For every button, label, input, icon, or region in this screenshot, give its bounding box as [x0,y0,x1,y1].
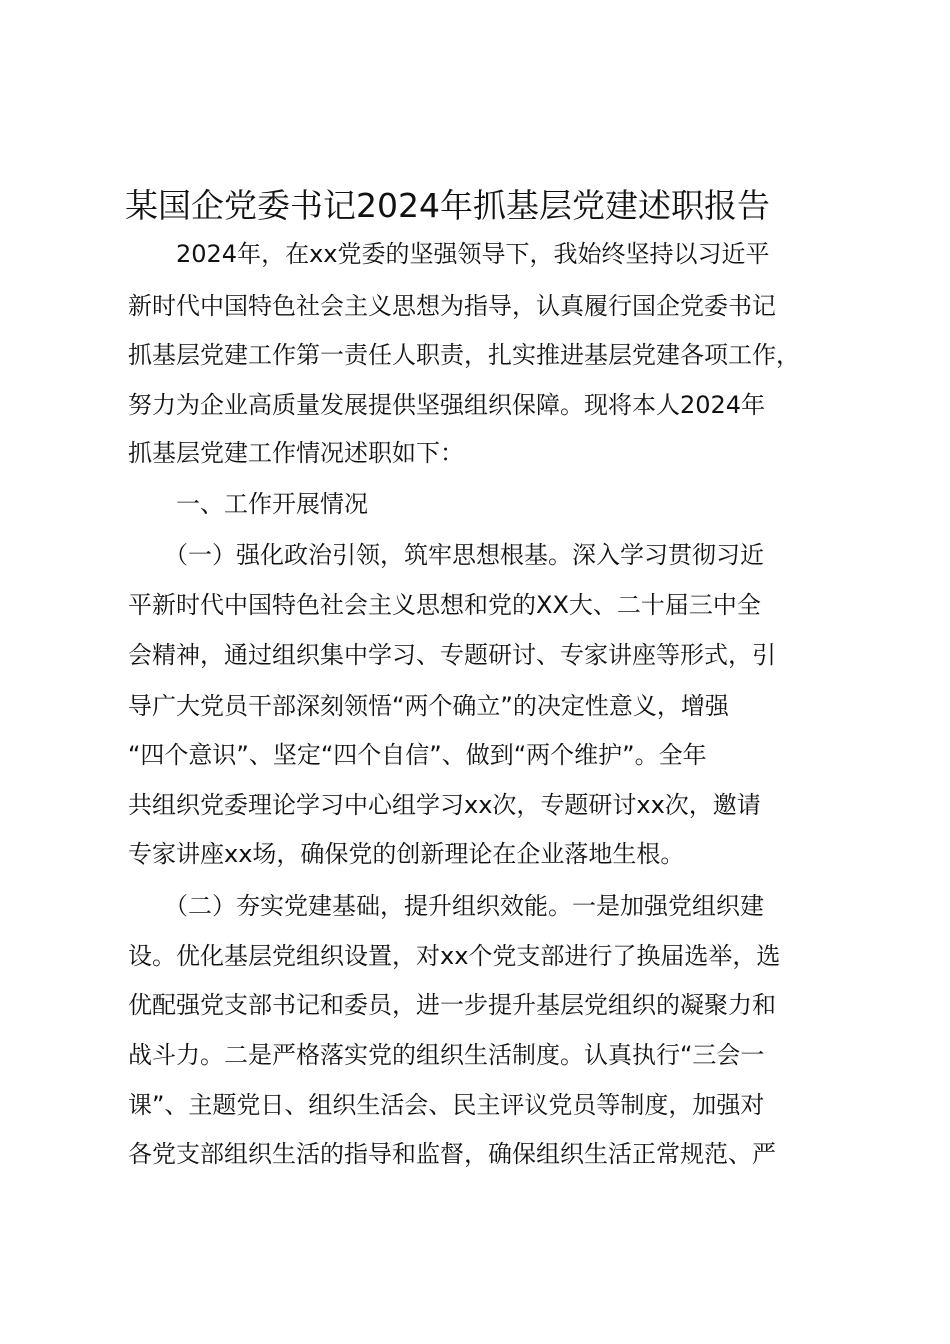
paragraph-line: 战斗力。二是严格落实党的组织生活制度。认真执行“三会一 [128,1041,765,1069]
document-title: 某国企党委书记2024年抓基层党建述职报告 [125,186,770,225]
paragraph-line: 2024年，在xx党委的坚强领导下，我始终坚持以习近平 [128,240,770,268]
paragraph-line: 共组织党委理论学习中心组学习xx次，专题研讨xx次，邀请 [128,791,761,819]
paragraph-line: 优配强党支部书记和委员，进一步提升基层党组织的凝聚力和 [128,991,776,1019]
paragraph-line: 会精神，通过组织集中学习、专题研讨、专家讲座等形式，引 [128,641,776,669]
paragraph-line: 专家讲座xx场，确保党的创新理论在企业落地生根。 [128,840,685,868]
paragraph-line: （二）夯实党建基础，提升组织效能。一是加强党组织建 [128,892,764,920]
paragraph-line: 新时代中国特色社会主义思想为指导，认真履行国企党委书记 [128,292,776,320]
paragraph-line: （一）强化政治引领，筑牢思想根基。深入学习贯彻习近 [128,541,764,569]
paragraph-line: 各党支部组织生活的指导和监督，确保组织生活正常规范、严 [128,1140,776,1168]
section-heading: 一、工作开展情况 [128,490,368,518]
paragraph-line: 设。优化基层党组织设置，对xx个党支部进行了换届选举，选 [128,942,781,970]
paragraph-line: 平新时代中国特色社会主义思想和党的XX大、二十届三中全 [128,591,761,619]
paragraph-line: 抓基层党建工作第一责任人职责，扎实推进基层党建各项工作， [128,341,800,369]
paragraph-line: “四个意识”、坚定“四个自信”、做到“两个维护”。全年 [128,741,707,769]
paragraph-line: 课”、主题党日、组织生活会、民主评议党员等制度，加强对 [128,1091,765,1119]
paragraph-line: 努力为企业高质量发展提供坚强组织保障。现将本人2024年 [128,391,766,419]
paragraph-line: 导广大党员干部深刻领悟“两个确立”的决定性意义，增强 [128,692,729,720]
paragraph-line: 抓基层党建工作情况述职如下： [128,439,464,467]
